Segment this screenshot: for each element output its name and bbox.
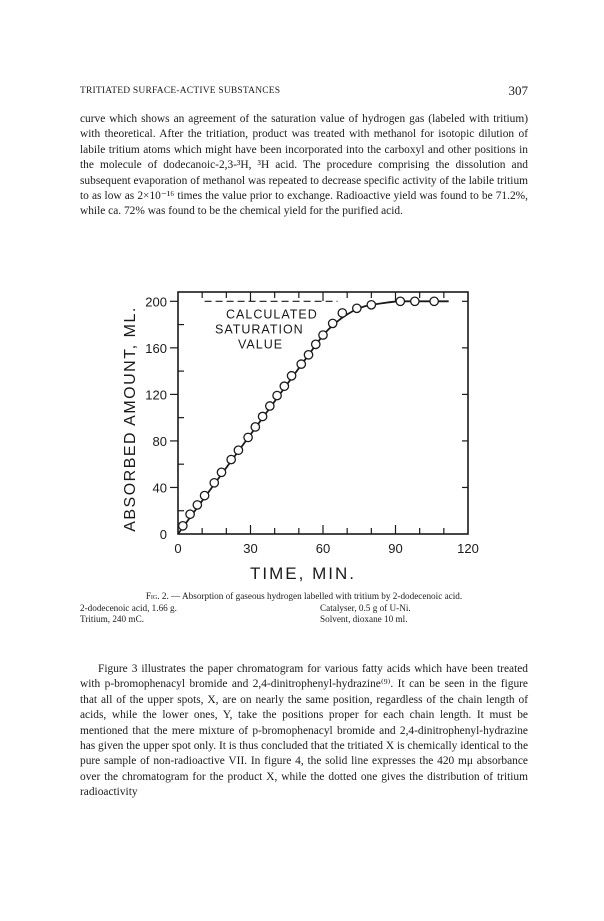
data-point	[227, 455, 235, 463]
data-point	[411, 297, 419, 305]
data-point	[193, 501, 201, 509]
data-point	[186, 510, 194, 518]
y-tick-label: 40	[152, 480, 167, 496]
x-tick-label: 30	[243, 541, 258, 556]
data-point	[217, 468, 225, 476]
caption-solvent: Solvent, dioxane 10 ml.	[320, 614, 408, 625]
data-point	[273, 391, 281, 399]
data-point	[367, 301, 375, 309]
data-point	[258, 412, 266, 420]
caption-text: — Absorption of gaseous hydrogen labelled with tritium by 2-dodecenoic acid.	[171, 591, 463, 601]
figure-2	[118, 280, 490, 585]
data-point	[234, 446, 242, 454]
page-header	[80, 83, 528, 102]
x-axis-label: TIME, MIN.	[250, 564, 356, 583]
annotation-label: VALUE	[238, 337, 284, 352]
y-axis-label: ABSORBED AMOUNT, ML.	[122, 306, 139, 532]
y-tick-label: 200	[145, 294, 167, 310]
paragraph-1: curve which shows an agreement of the saturation value of hydrogen gas (labeled with tritium) with theoretical. After the tritiation, product was treated with methanol for isotopic dilution of labile tritium atoms which might have been incorporated into the carboxyl and other positions in the molecule of dodecanoic-2,3-³H, ³H acid. The procedure comprising the dissolution and subsequent evaporation of methanol was repeated to decrease specific activity of the labile tritium to as low as 2×10⁻¹⁶ times the value prior to exchange. Radioactive yield was found to be 71.2%, while ca. 72% was found to be the chemical yield for the purified acid.	[80, 113, 528, 218]
y-tick-label: 120	[145, 387, 167, 403]
data-point	[200, 491, 208, 499]
data-point	[312, 340, 320, 348]
x-tick-label: 90	[388, 541, 403, 556]
running-head: TRITIATED SURFACE-ACTIVE SUBSTANCES	[80, 86, 281, 96]
data-point	[244, 433, 252, 441]
data-point	[328, 319, 336, 327]
data-point	[338, 309, 346, 317]
caption-row-1	[80, 603, 528, 615]
x-tick-label: 60	[315, 541, 331, 556]
paragraph-2: Figure 3 illustrates the paper chromatogram for various fatty acids which have been treated with p-bromophenacyl bromide and 2,4-dinitrophenyl-hydrazine⁽⁹⁾. It can be seen in the figure that all of the upper spots, X, are on nearly the same position, regardless of the chain length of acids, while the lower ones, Y, take the positions proper for each chain length. It must be mentioned that the mere mixture of p-bromophenacyl bromide and 2,4-dinitrophenyl-hydrazine has given the upper spot only. It is thus concluded that the tritiated X is chemically identical to the pure sample of non-radioactive VII. In figure 4, the solid line expresses the 420 mμ absorbance over the chromatogram for the product X, while the dotted one gives the distribution of tritium radioactivity	[80, 663, 528, 799]
data-point	[287, 372, 295, 380]
caption-sample: 2-dodecenoic acid, 1.66 g.	[80, 602, 177, 613]
absorption-chart	[118, 280, 490, 585]
annotation-label: CALCULATED	[226, 307, 318, 322]
caption-title	[80, 591, 528, 603]
page-number: 307	[508, 83, 528, 98]
caption-tritium: Tritium, 240 mC.	[80, 614, 144, 625]
caption-fig-label: Fig. 2.	[145, 591, 169, 601]
data-point	[280, 382, 288, 390]
data-point	[353, 304, 361, 312]
data-point	[396, 297, 404, 305]
x-tick-label: 0	[174, 541, 182, 556]
caption-catalyser: Catalyser, 0.5 g of U-Ni.	[320, 602, 411, 613]
caption-row-2	[80, 614, 528, 626]
data-point	[251, 423, 259, 431]
data-point	[210, 479, 218, 487]
x-tick-label: 120	[457, 541, 479, 556]
data-point	[297, 360, 305, 368]
annotation-label: SATURATION	[215, 322, 304, 337]
figure-caption	[80, 591, 528, 626]
y-tick-label: 0	[159, 527, 167, 542]
data-point	[430, 297, 438, 305]
y-tick-label: 160	[145, 340, 167, 356]
data-point	[319, 331, 327, 339]
y-tick-label: 80	[152, 433, 167, 449]
data-point	[266, 402, 274, 410]
data-point	[179, 522, 187, 530]
data-point	[304, 351, 312, 359]
